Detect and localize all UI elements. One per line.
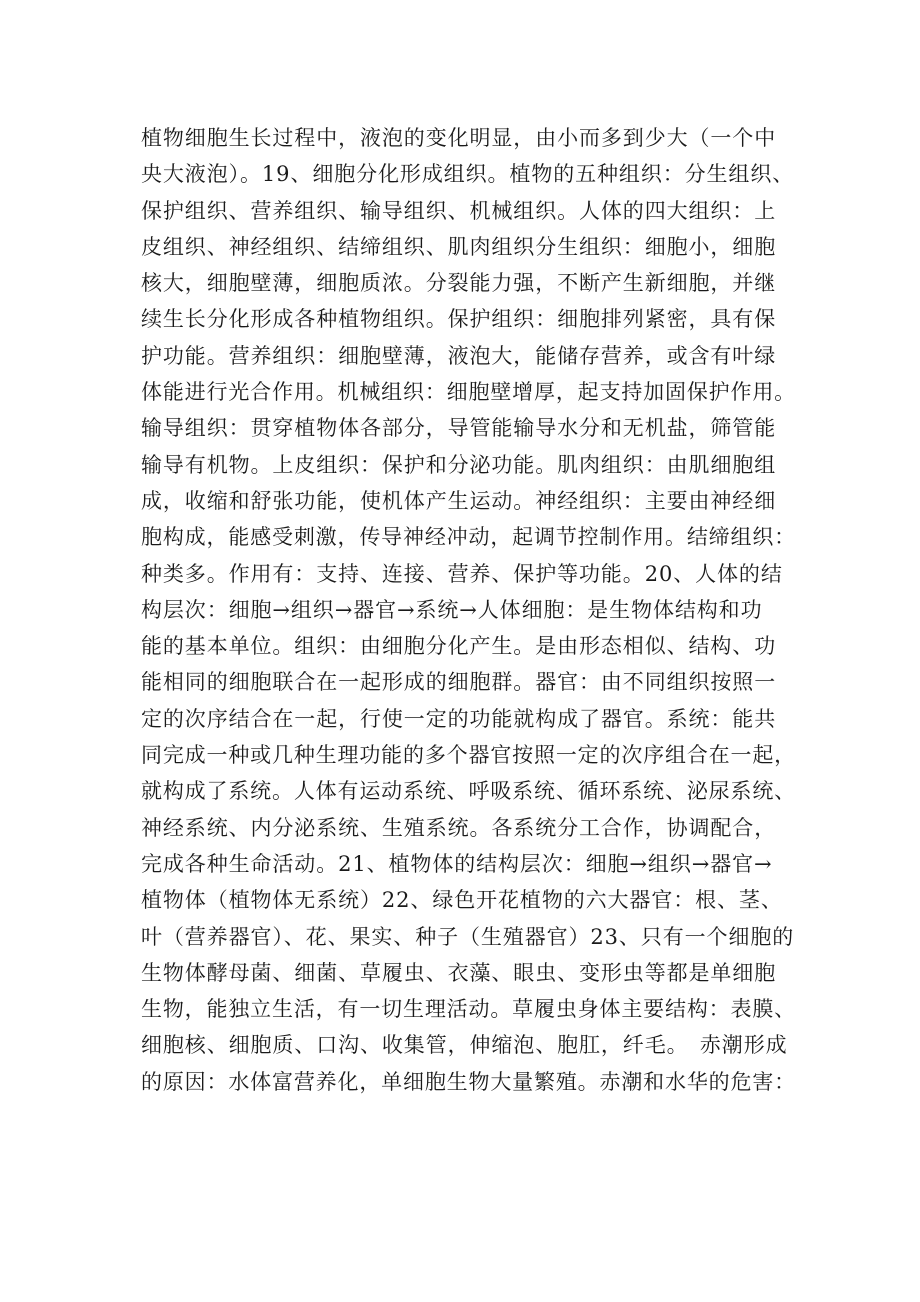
text-line: 续生长分化形成各种植物组织。保护组织：细胞排列紧密，具有保 — [141, 307, 777, 332]
text-line: 同完成一种或几种生理功能的多个器官按照一定的次序组合在一起， — [141, 743, 796, 768]
text-line: 植物细胞生长过程中，液泡的变化明显，由小而多到少大（一个中 — [141, 126, 777, 150]
text-line: 输导有机物。上皮组织：保护和分泌功能。肌肉组织：由肌细胞组 — [141, 452, 777, 477]
text-line: 护功能。营养组织：细胞壁薄，液泡大，能储存营养，或含有叶绿 — [141, 343, 777, 368]
text-line: 植物体（植物体无系统）22、绿色开花植物的六大器官：根、茎、 — [141, 888, 783, 913]
text-line: 完成各种生命活动。21、植物体的结构层次：细胞→组织→器官→ — [141, 851, 773, 876]
text-line: 就构成了系统。人体有运动系统、呼吸系统、循环系统、泌尿系统、 — [141, 779, 796, 804]
text-line: 定的次序结合在一起，行使一定的功能就构成了器官。系统：能共 — [141, 706, 777, 731]
text-line: 体能进行光合作用。机械组织：细胞壁增厚，起支持加固保护作用。 — [141, 380, 796, 405]
text-line: 细胞核、细胞质、口沟、收集管，伸缩泡、胞肛，纤毛。 赤潮形成 — [141, 1033, 788, 1058]
text-line: 能相同的细胞联合在一起形成的细胞群。器官：由不同组织按照一 — [141, 670, 777, 695]
text-line: 核大，细胞壁薄，细胞质浓。分裂能力强，不断产生新细胞，并继 — [141, 271, 777, 296]
text-line: 保护组织、营养组织、输导组织、机械组织。人体的四大组织：上 — [141, 198, 777, 223]
text-line: 神经系统、内分泌系统、生殖系统。各系统分工合作，协调配合， — [141, 815, 777, 840]
text-line: 皮组织、神经组织、结缔组织、肌肉组织分生组织：细胞小，细胞 — [141, 234, 777, 259]
text-line: 央大液泡）。19、细胞分化形成组织。植物的五种组织：分生组织、 — [141, 162, 795, 187]
text-line: 叶（营养器官）、花、果实、种子（生殖器官）23、只有一个细胞的 — [141, 924, 795, 949]
text-line: 构层次：细胞→组织→器官→系统→人体细胞：是生物体结构和功 — [141, 597, 763, 622]
text-line: 成，收缩和舒张功能，使机体产生运动。神经组织：主要由神经细 — [141, 488, 777, 513]
text-line: 胞构成，能感受刺激，传导神经冲动，起调节控制作用。结缔组织： — [141, 525, 796, 550]
text-line: 生物体酵母菌、细菌、草履虫、衣藻、眼虫、变形虫等都是单细胞 — [141, 960, 777, 985]
body-text — [141, 120, 796, 1100]
text-line: 的原因：水体富营养化，单细胞生物大量繁殖。赤潮和水华的危害： — [141, 1069, 796, 1094]
text-line: 能的基本单位。组织：由细胞分化产生。是由形态相似、结构、功 — [141, 634, 777, 659]
text-line: 种类多。作用有：支持、连接、营养、保护等功能。20、人体的结 — [141, 561, 783, 586]
text-line: 生物，能独立生活，有一切生理活动。草履虫身体主要结构：表膜、 — [141, 997, 796, 1022]
text-line: 输导组织：贯穿植物体各部分，导管能输导水分和无机盐，筛管能 — [141, 416, 777, 441]
